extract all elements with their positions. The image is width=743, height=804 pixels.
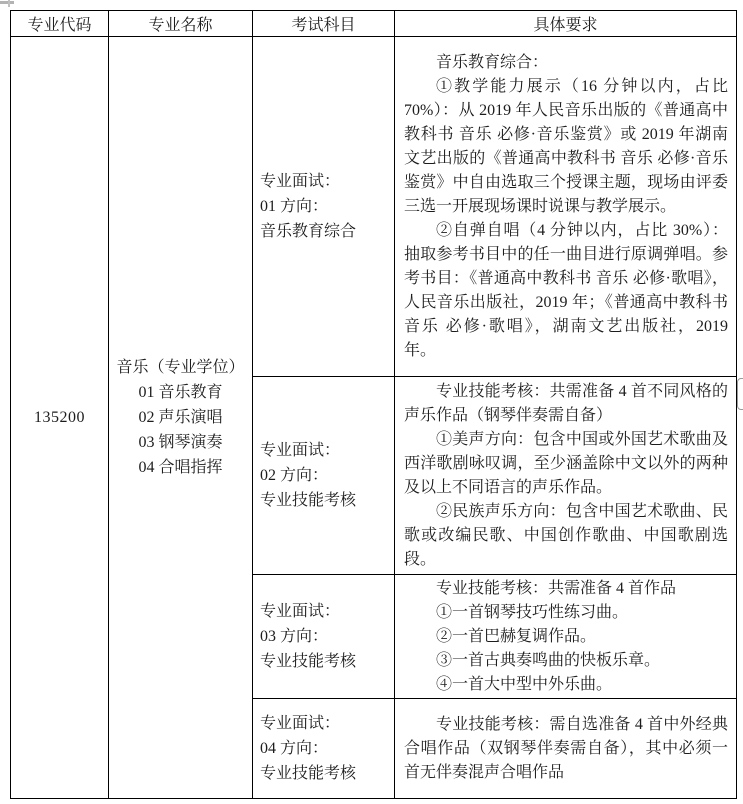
requirement-paragraph: 专业技能考核：共需准备 4 首作品 [436,579,677,597]
column-header-major-name: 专业名称 [109,11,253,37]
scan-corner-artifact [0,1,14,4]
column-header-requirements: 具体要求 [395,11,737,37]
requirement-paragraph: ②一首巴赫复调作品。 [436,627,597,645]
requirement-paragraph: 音乐教育综合： [436,53,549,71]
requirements-cell-01 [395,37,737,377]
exam-subject-cell-02 [253,377,395,575]
requirement-paragraph: ②自弹自唱（4 分钟以内，占比 30%）：抽取参考书目中的任一曲目进行原调弹唱。参考书目：《普通高中教科书 音乐 必修·歌唱》，人民音乐出版社，2019 年；《普通高中教科书 音乐 必修·歌唱》，湖南文艺出版社，2019 年。 [404,221,728,359]
exam-requirements-table [10,10,737,799]
subject-line: 专业面试： [260,442,341,459]
requirement-paragraph: ①一首钢琴技巧性练习曲。 [436,603,629,621]
requirements-cell-04 [395,699,737,799]
table-row-direction-01 [11,37,737,377]
requirement-paragraph: ③一首古典奏鸣曲的快板乐章。 [436,651,661,669]
exam-subject-cell-03 [253,575,395,699]
requirements-cell-03 [395,575,737,699]
subject-line: 专业技能考核 [260,653,357,670]
subject-line: 音乐教育综合 [260,223,357,240]
major-name-title: 音乐（专业学位） [116,359,245,376]
requirement-paragraph: ①教学能力展示（16 分钟以内，占比 70%）：从 2019 年人民音乐出版的《普通高中教科书 音乐 必修·音乐鉴赏》或 2019 年湖南文艺出版的《普通高中教科书 音乐 必修·音乐鉴赏》中自由选取三个授课主题，现场由评委三选一开展现场课时说课与教学展示。 [404,77,728,215]
major-code-cell: 135200 [11,37,109,799]
subject-line: 01 方向： [260,198,329,215]
requirement-paragraph: ①美声方向：包含中国或外国艺术歌曲及西洋歌剧咏叹调，至少涵盖除中文以外的两种及以上不同语言的声乐作品。 [404,430,728,496]
requirement-paragraph: ②民族声乐方向：包含中国艺术歌曲、民歌或改编民歌、中国创作歌曲、中国歌剧选段。 [404,502,728,568]
requirements-cell-02 [395,377,737,575]
requirement-paragraph: 专业技能考核：共需准备 4 首不同风格的声乐作品（钢琴伴奏需自备） [404,382,728,424]
column-header-exam-subject: 考试科目 [253,11,395,37]
subject-line: 02 方向： [260,467,329,484]
column-header-major-code: 专业代码 [11,11,109,37]
major-direction-01: 01 音乐教育 [138,384,223,401]
subject-line: 04 方向： [260,740,329,757]
major-direction-02: 02 声乐演唱 [138,409,223,426]
major-direction-04: 04 合唱指挥 [138,459,223,476]
major-direction-03: 03 钢琴演奏 [138,434,223,451]
table-header-row [11,11,737,37]
subject-line: 专业面试： [260,603,341,620]
requirement-paragraph: 专业技能考核：需自选准备 4 首中外经典合唱作品（双钢琴伴奏需自备），其中必须一首无伴奏混声合唱作品 [404,715,728,781]
subject-line: 专业技能考核 [260,492,357,509]
right-edge-bracket-artifact [737,378,743,410]
subject-line: 专业技能考核 [260,765,357,782]
exam-subject-cell-04 [253,699,395,799]
subject-line: 03 方向： [260,628,329,645]
subject-line: 专业面试： [260,173,341,190]
exam-subject-cell-01 [253,37,395,377]
subject-line: 专业面试： [260,715,341,732]
major-name-cell [109,37,253,799]
requirement-paragraph: ④一首大中型中外乐曲。 [436,675,613,693]
